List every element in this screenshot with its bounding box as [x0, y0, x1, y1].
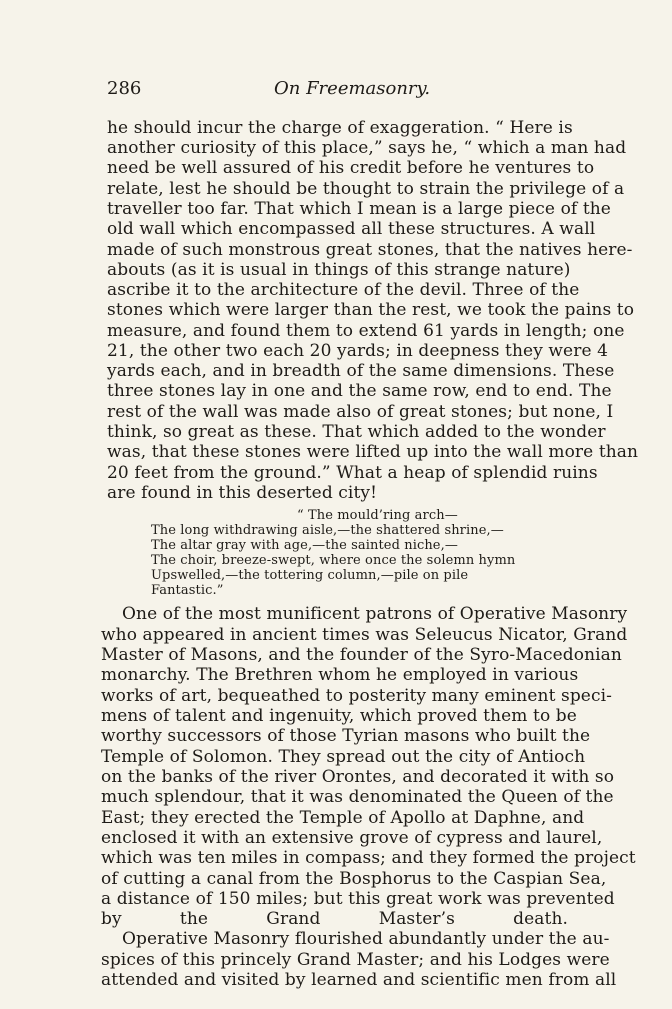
text-line: on the banks of the river Orontes, and decorated it with so [101, 767, 615, 787]
text-line: monarchy. The Brethren whom he employed in various [101, 665, 579, 685]
text-line: of cutting a canal from the Bosphorus to the Caspian Sea, [101, 869, 607, 889]
text-line: worthy successors of those Tyrian masons who built the [101, 726, 591, 746]
running-title: On Freemasonry. [274, 78, 431, 99]
verse-line: The altar gray with age,—the sainted niche,— [151, 538, 458, 553]
text-line: old wall which encompassed all these structures. A wall [107, 219, 596, 239]
text-line: by the Grand Master’s death. [101, 909, 568, 929]
text-line: One of the most munificent patrons of Operative Masonry [122, 604, 628, 624]
text-line: which was ten miles in compass; and they formed the project [101, 848, 636, 868]
text-line: much splendour, that it was denominated the Queen of the [101, 787, 614, 807]
text-line: are found in this deserted city! [107, 483, 378, 503]
verse-line: “ The mould’ring arch— [297, 508, 458, 523]
text-line: who appeared in ancient times was Seleucus Nicator, Grand [101, 625, 628, 645]
text-line: attended and visited by learned and scientific men from all [101, 970, 617, 990]
text-line: stones which were larger than the rest, we took the pains to [107, 300, 635, 320]
text-line: East; they erected the Temple of Apollo at Daphne, and [101, 808, 585, 828]
text-line: Operative Masonry flourished abundantly under the au- [122, 929, 610, 949]
verse-line: The choir, breeze-swept, where once the solemn hymn [151, 553, 516, 568]
text-line: think, so great as these. That which added to the wonder [107, 422, 606, 442]
page-header [107, 78, 569, 106]
text-line: a distance of 150 miles; but this great work was prevented [101, 889, 615, 909]
text-line: works of art, bequeathed to posterity many eminent speci- [101, 686, 612, 706]
text-line: made of such monstrous great stones, that the natives here- [107, 240, 633, 260]
text-line: rest of the wall was made also of great stones; but none, I [107, 402, 614, 422]
text-line: need be well assured of his credit before he ventures to [107, 158, 595, 178]
verse-line: The long withdrawing aisle,—the shattered shrine,— [151, 523, 504, 538]
verse-line: Upswelled,—the tottering column,—pile on pile [151, 568, 469, 583]
text-line: 20 feet from the ground.” What a heap of splendid ruins [107, 463, 598, 483]
text-line: abouts (as it is usual in things of this strange nature) [107, 260, 571, 280]
text-line: enclosed it with an extensive grove of cypress and laurel, [101, 828, 603, 848]
page-number: 286 [107, 78, 142, 99]
text-line: 21, the other two each 20 yards; in deepness they were 4 [107, 341, 609, 361]
text-line: Temple of Solomon. They spread out the city of Antioch [101, 747, 586, 767]
text-line: another curiosity of this place,” says he, “ which a man had [107, 138, 627, 158]
text-line: Master of Masons, and the founder of the Syro-Macedonian [101, 645, 622, 665]
text-line: mens of talent and ingenuity, which proved them to be [101, 706, 577, 726]
text-line: traveller too far. That which I mean is a large piece of the [107, 199, 611, 219]
text-line: relate, lest he should be thought to strain the privilege of a [107, 179, 625, 199]
text-line: was, that these stones were lifted up into the wall more than [107, 442, 639, 462]
text-line: ascribe it to the architecture of the devil. Three of the [107, 280, 580, 300]
text-line: measure, and found them to extend 61 yards in length; one [107, 321, 625, 341]
text-line: three stones lay in one and the same row, end to end. The [107, 381, 612, 401]
text-line: he should incur the charge of exaggeration. “ Here is [107, 118, 573, 138]
text-line: spices of this princely Grand Master; and his Lodges were [101, 950, 610, 970]
verse-line: Fantastic.” [151, 583, 224, 598]
text-line: yards each, and in breadth of the same dimensions. These [107, 361, 615, 381]
